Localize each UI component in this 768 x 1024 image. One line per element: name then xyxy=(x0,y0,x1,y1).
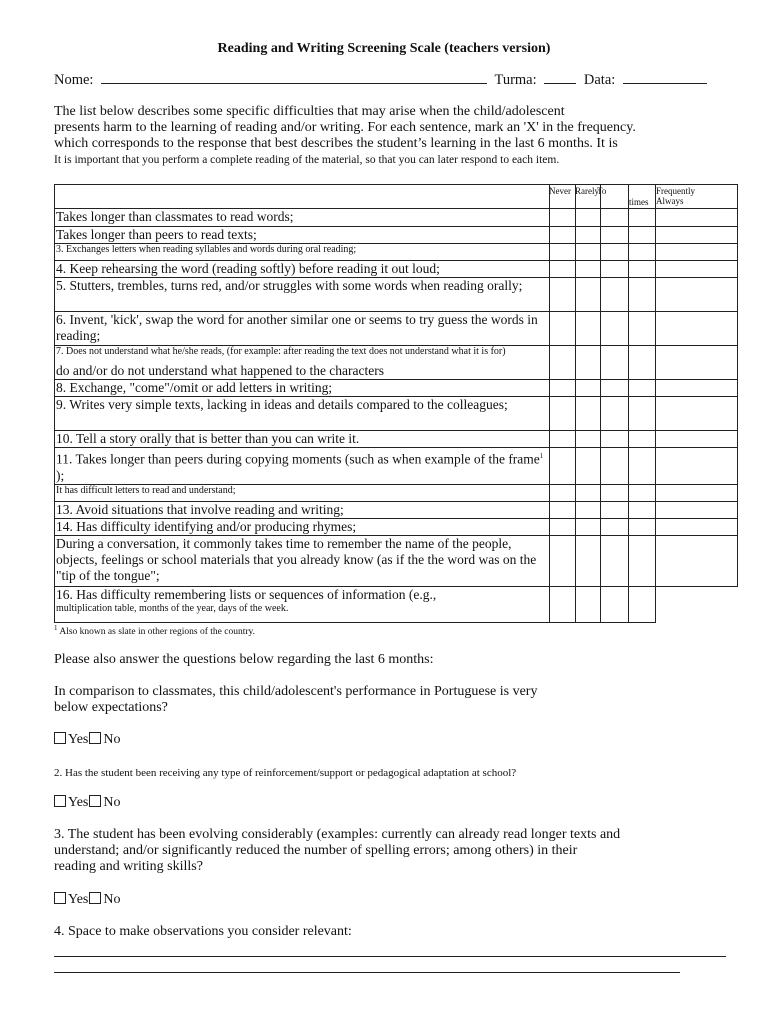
item-text: Takes longer than classmates to read words; xyxy=(55,209,550,227)
answer-cell[interactable] xyxy=(550,397,576,431)
answer-cell[interactable] xyxy=(550,518,576,535)
answer-cell[interactable] xyxy=(550,484,576,501)
answer-cell[interactable] xyxy=(576,448,601,485)
turma-blank[interactable] xyxy=(544,83,576,84)
answer-cell[interactable] xyxy=(656,346,738,380)
answer-cell[interactable] xyxy=(629,278,656,312)
answer-cell[interactable] xyxy=(576,278,601,312)
question-3 xyxy=(54,827,620,875)
instructions-line: It is important that you perform a complete reading of the material, so that you can later respond to each item. xyxy=(54,154,560,166)
answer-cell[interactable] xyxy=(601,501,629,518)
header-fields-line xyxy=(54,72,707,89)
answer-cell[interactable] xyxy=(576,501,601,518)
page-title: Reading and Writing Screening Scale (teachers version) xyxy=(217,41,551,56)
answer-cell[interactable] xyxy=(629,244,656,261)
answer-cell[interactable] xyxy=(629,312,656,346)
question-3-line: understand; and/or significantly reduced the number of spelling errors; among others) in their xyxy=(54,843,578,858)
answer-cell[interactable] xyxy=(601,261,629,278)
no-label: No xyxy=(103,892,121,907)
answer-cell[interactable] xyxy=(550,244,576,261)
header-frequently-always: Frequently Always xyxy=(656,185,738,209)
item-text-small: 7. Does not understand what he/she reads, (for example: after reading the text does not understand what it is for) xyxy=(56,346,506,357)
item-text: 6. Invent, 'kick', swap the word for another similar one or seems to try guess the words in reading; xyxy=(55,312,550,346)
header-rarely: Rarely xyxy=(576,185,601,209)
answer-cell[interactable] xyxy=(656,397,738,431)
turma-label: Turma: xyxy=(494,72,537,88)
table-row xyxy=(55,586,738,622)
table-row xyxy=(55,484,738,501)
no-label: No xyxy=(103,732,121,747)
table-row xyxy=(55,501,738,518)
header-blank-cell xyxy=(55,185,550,209)
yes-checkbox[interactable] xyxy=(54,732,66,744)
no-label: No xyxy=(103,795,121,810)
nome-label: Nome: xyxy=(54,72,94,88)
item-text: 5. Stutters, trembles, turns red, and/or struggles with some words when reading orally; xyxy=(55,278,550,312)
answer-cell[interactable] xyxy=(550,278,576,312)
answer-cell[interactable] xyxy=(656,501,738,518)
table-row xyxy=(55,448,738,485)
answer-cell[interactable] xyxy=(576,535,601,586)
yes-label: Yes xyxy=(68,732,89,747)
data-blank[interactable] xyxy=(623,83,707,84)
answer-cell[interactable] xyxy=(550,501,576,518)
answer-cell[interactable] xyxy=(656,244,738,261)
footnote-text: Also known as slate in other regions of the country. xyxy=(59,627,256,638)
question-1-line: In comparison to classmates, this child/adolescent's performance in Portuguese is very xyxy=(54,684,538,699)
table-row xyxy=(55,312,738,346)
header-times: times xyxy=(629,185,656,209)
item-text-end: ); xyxy=(56,467,65,483)
answer-cell[interactable] xyxy=(601,431,629,448)
answer-cell[interactable] xyxy=(656,484,738,501)
item-text: 13. Avoid situations that involve reading and writing; xyxy=(55,501,550,518)
item-text: 9. Writes very simple texts, lacking in ideas and details compared to the colleagues; xyxy=(55,397,550,431)
answer-cell[interactable] xyxy=(550,346,576,380)
answer-cell[interactable] xyxy=(576,380,601,397)
question-3-answer xyxy=(54,892,121,908)
table-row xyxy=(55,380,738,397)
item-text: 10. Tell a story orally that is better than you can write it. xyxy=(55,431,550,448)
question-3-line: reading and writing skills? xyxy=(54,859,203,874)
item-text-normal: do and/or do not understand what happened to the characters xyxy=(56,363,385,378)
answer-cell[interactable] xyxy=(550,448,576,485)
answer-cell[interactable] xyxy=(629,397,656,431)
answer-cell[interactable] xyxy=(601,278,629,312)
answer-cell[interactable] xyxy=(576,586,601,622)
table-row xyxy=(55,397,738,431)
answer-cell[interactable] xyxy=(550,261,576,278)
answer-cell[interactable] xyxy=(576,431,601,448)
answer-cell[interactable] xyxy=(576,209,601,227)
answer-cell[interactable] xyxy=(629,484,656,501)
observation-line[interactable] xyxy=(54,972,680,973)
answer-cell[interactable] xyxy=(601,397,629,431)
answer-cell[interactable] xyxy=(601,209,629,227)
item-text: 14. Has difficulty identifying and/or producing rhymes; xyxy=(55,518,550,535)
answer-cell[interactable] xyxy=(576,227,601,244)
data-label: Data: xyxy=(583,72,616,88)
answer-cell[interactable] xyxy=(656,518,738,535)
item-text: 8. Exchange, "come"/omit or add letters in writing; xyxy=(55,380,550,397)
answer-cell[interactable] xyxy=(629,535,656,586)
question-1-line: below expectations? xyxy=(54,700,168,715)
item-text: 3. Exchanges letters when reading syllables and words during oral reading; xyxy=(55,244,550,261)
item-text xyxy=(55,586,550,622)
item-text-small: multiplication table, months of the year, days of the week. xyxy=(56,602,289,614)
yes-label: Yes xyxy=(68,892,89,907)
answer-cell[interactable] xyxy=(601,244,629,261)
nome-blank[interactable] xyxy=(101,83,487,84)
item-text: 4. Keep rehearsing the word (reading softly) before reading it out loud; xyxy=(55,261,550,278)
empty-cell xyxy=(656,586,738,622)
answer-cell[interactable] xyxy=(656,227,738,244)
item-text: It has difficult letters to read and understand; xyxy=(55,484,550,501)
item-text: During a conversation, it commonly takes time to remember the name of the people, objects, feelings or school materials that you already know (as if the the word was on the "tip of the tongue"; xyxy=(55,535,550,586)
table-row xyxy=(55,227,738,244)
observation-line[interactable] xyxy=(54,956,726,957)
table-row xyxy=(55,244,738,261)
table-row xyxy=(55,431,738,448)
yes-checkbox[interactable] xyxy=(54,892,66,904)
table-row xyxy=(55,278,738,312)
footnote xyxy=(54,624,255,637)
answer-cell[interactable] xyxy=(576,244,601,261)
answer-cell[interactable] xyxy=(576,518,601,535)
answer-cell[interactable] xyxy=(629,209,656,227)
answer-cell[interactable] xyxy=(656,312,738,346)
answer-cell[interactable] xyxy=(576,397,601,431)
answer-cell[interactable] xyxy=(629,261,656,278)
item-text: Takes longer than peers to read texts; xyxy=(55,227,550,244)
answer-cell[interactable] xyxy=(601,227,629,244)
answer-cell[interactable] xyxy=(656,448,738,485)
question-4: 4. Space to make observations you consider relevant: xyxy=(54,924,352,939)
table-row xyxy=(55,535,738,586)
item-text xyxy=(55,448,550,485)
answer-cell[interactable] xyxy=(656,535,738,586)
header-to: To xyxy=(601,185,629,209)
answer-cell[interactable] xyxy=(550,209,576,227)
answer-cell[interactable] xyxy=(656,209,738,227)
answer-cell[interactable] xyxy=(550,586,576,622)
answer-cell[interactable] xyxy=(550,431,576,448)
answer-cell[interactable] xyxy=(550,227,576,244)
item-text-normal: 16. Has difficulty remembering lists or sequences of information (e.g., xyxy=(56,586,437,602)
item-text xyxy=(55,346,550,380)
answer-cell[interactable] xyxy=(576,312,601,346)
yes-checkbox[interactable] xyxy=(54,795,66,807)
question-3-line: 3. The student has been evolving considerably (examples: currently can already read longer texts and xyxy=(54,827,621,842)
answer-cell[interactable] xyxy=(629,448,656,485)
answer-cell[interactable] xyxy=(550,535,576,586)
answer-cell[interactable] xyxy=(629,380,656,397)
answer-cell[interactable] xyxy=(576,484,601,501)
answer-cell[interactable] xyxy=(601,312,629,346)
answer-cell[interactable] xyxy=(601,346,629,380)
answer-cell[interactable] xyxy=(550,312,576,346)
questions-intro: Please also answer the questions below regarding the last 6 months: xyxy=(54,652,434,667)
answer-cell[interactable] xyxy=(656,278,738,312)
screening-table xyxy=(54,184,738,623)
no-checkbox[interactable] xyxy=(89,892,101,904)
question-2: 2. Has the student been receiving any type of reinforcement/support or pedagogical adaptation at school? xyxy=(54,767,517,779)
instructions xyxy=(54,104,744,168)
answer-cell[interactable] xyxy=(576,346,601,380)
instructions-line: presents harm to the learning of reading and/or writing. For each sentence, mark an 'X' in the frequency. xyxy=(54,120,636,135)
answer-cell[interactable] xyxy=(629,227,656,244)
question-1-answer xyxy=(54,732,121,748)
answer-cell[interactable] xyxy=(601,448,629,485)
answer-cell[interactable] xyxy=(601,380,629,397)
header-never: Never xyxy=(550,185,576,209)
answer-cell[interactable] xyxy=(601,586,629,622)
table-row xyxy=(55,346,738,380)
no-checkbox[interactable] xyxy=(89,732,101,744)
answer-cell[interactable] xyxy=(601,535,629,586)
answer-cell[interactable] xyxy=(656,431,738,448)
question-2-answer xyxy=(54,795,121,811)
answer-cell[interactable] xyxy=(656,380,738,397)
no-checkbox[interactable] xyxy=(89,795,101,807)
table-row xyxy=(55,209,738,227)
answer-cell[interactable] xyxy=(601,484,629,501)
answer-cell[interactable] xyxy=(550,380,576,397)
answer-cell[interactable] xyxy=(629,431,656,448)
answer-cell[interactable] xyxy=(601,518,629,535)
answer-cell[interactable] xyxy=(629,518,656,535)
instructions-line: which corresponds to the response that best describes the student’s learning in the last 6 months. It is xyxy=(54,136,618,151)
answer-cell[interactable] xyxy=(629,501,656,518)
item-text-main: 11. Takes longer than peers during copying moments (such as when example of the frame xyxy=(56,451,540,467)
footnote-mark: 1 xyxy=(54,624,58,632)
table-row xyxy=(55,261,738,278)
instructions-line: The list below describes some specific difficulties that may arise when the child/adolescent xyxy=(54,104,565,119)
answer-cell[interactable] xyxy=(656,261,738,278)
table-header-row xyxy=(55,185,738,209)
question-1 xyxy=(54,684,537,716)
answer-cell[interactable] xyxy=(576,261,601,278)
footnote-ref: 1 xyxy=(539,452,544,460)
answer-cell[interactable] xyxy=(629,346,656,380)
answer-cell[interactable] xyxy=(629,586,656,622)
yes-label: Yes xyxy=(68,795,89,810)
table-row xyxy=(55,518,738,535)
